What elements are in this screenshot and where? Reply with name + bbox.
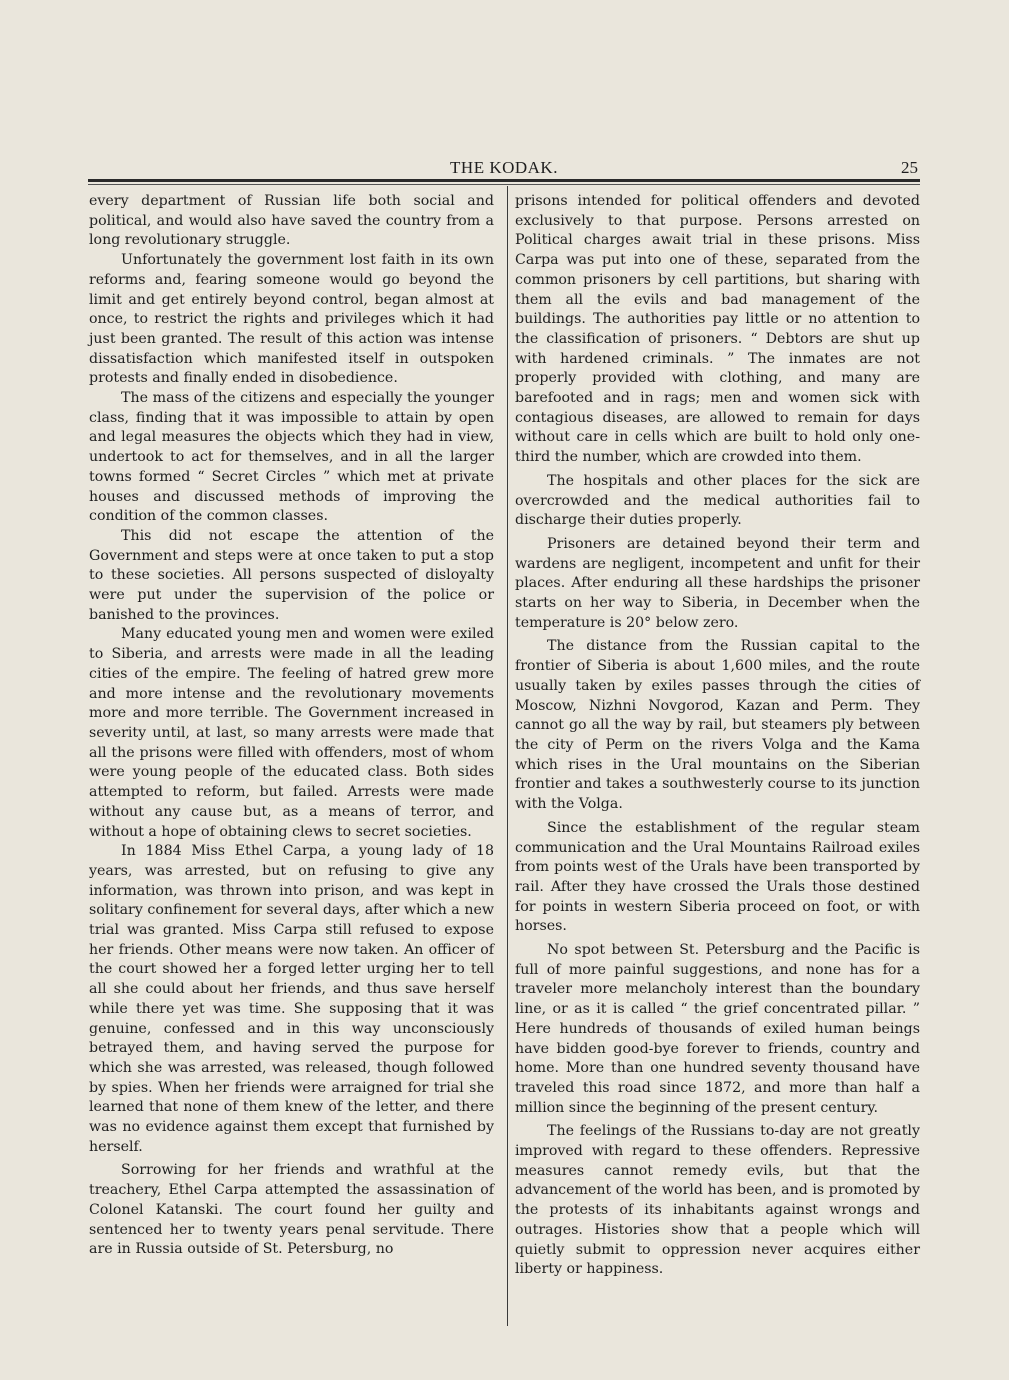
- paragraph: Prisoners are detained beyond their term and wardens are negligent, incompetent and unfit for their places. After enduring all these hardships the prisoner starts on her way to Siberia, in December when the temperature is 20° below zero.: [515, 535, 920, 631]
- paragraph: The hospitals and other places for the sick are overcrowded and the medical authorities fail to discharge their duties properly.: [515, 472, 920, 529]
- paragraph: No spot between St. Petersburg and the Pacific is full of more painful suggestions, and none has for a traveler more melancholy interest than the boundary line, or as it is called “ the grief concentrated pillar. ” Here hundreds of thousands of exiled human beings have bidden good-bye forever to friends, country and home. More than one hundred seventy thousand have traveled this road since 1872, and more than half a million since the beginning of the present century.: [515, 942, 920, 1116]
- paragraph: Unfortunately the government lost faith in its own reforms and, fearing someone would go beyond the limit and get entirely beyond control, began almost at once, to restrict the rights and privileges which it had just been granted. The result of this action was intense dissatisfaction which manifested itself in outspoken protests and finally ended in disobedience.: [89, 252, 494, 387]
- paragraph: Since the establishment of the regular steam communication and the Ural Mountains Railroad exiles from points west of the Urals have been transported by rail. After they have crossed the Urals those destined for points in western Siberia proceed on foot, or with horses.: [515, 819, 920, 935]
- paragraph: every department of Russian life both social and political, and would also have saved the country from a long revolutionary struggle.: [89, 193, 494, 249]
- column-divider: [507, 186, 508, 1326]
- paragraph: This did not escape the attention of the Government and steps were at once taken to put a stop to these societies. All persons suspected of disloyalty were put under the supervision of the police or banished to the provinces.: [89, 527, 494, 623]
- paragraph: Sorrowing for her friends and wrathful at the treachery, Ethel Carpa attempted the assassination of Colonel Katanski. The court found her guilty and sentenced her to twenty years penal servitude. There are in Russia outside of St. Petersburg, no: [89, 1162, 494, 1258]
- left-column: [89, 192, 494, 1260]
- page-number: 25: [901, 158, 918, 177]
- right-column: [515, 192, 920, 1280]
- header-rule-thick: [88, 179, 920, 182]
- paragraph: The mass of the citizens and especially the younger class, finding that it was impossible to attain by open and legal measures the objects which they had in view, undertook to act for themselves, and in all the larger towns formed “ Secret Circles ” which met at private houses and discussed methods of improving the condition of the common classes.: [89, 390, 494, 525]
- paragraph: Many educated young men and women were exiled to Siberia, and arrests were made in all the leading cities of the empire. The feeling of hatred grew more and more intense and the revolutionary movements more and more terrible. The Government increased in severity until, at last, so many arrests were made that all the prisons were filled with offenders, most of whom were young people of the educated class. Both sides attempted to reform, but failed. Arrests were made without any cause but, as a means of terror, and without a hope of obtaining clews to secret societies.: [89, 626, 494, 840]
- header-rule-thin: [88, 184, 920, 185]
- paragraph: The distance from the Russian capital to the frontier of Siberia is about 1,600 miles, and the route usually taken by exiles passes through the cities of Moscow, Nizhni Novgorod, Kazan and Perm. They cannot go all the way by rail, but steamers ply between the city of Perm on the rivers Volga and the Kama which rises in the Ural mountains on the Siberian frontier and takes a southwesterly course to its junction with the Volga.: [515, 638, 920, 813]
- paragraph: The feelings of the Russians to-day are not greatly improved with regard to these offenders. Repressive measures cannot remedy evils, but that the advancement of the world has been, and is promoted by the protests of its inhabitants against wrongs and outrages. Histories show that a people which will quietly submit to oppression never acquires either liberty or happiness.: [515, 1123, 920, 1278]
- page-header: [88, 158, 920, 178]
- paragraph: prisons intended for political offenders and devoted exclusively to that purpose. Persons arrested on Political charges await trial in these prisons. Miss Carpa was put into one of these, separated from the common prisoners by cell partitions, but sharing with them all the evils and bad management of the buildings. The authorities pay little or no attention to the classification of prisoners. “ Debtors are shut up with hardened criminals. ” The inmates are not properly provided with clothing, and many are barefooted and in rags; men and women sick with contagious diseases, are allowed to remain for days without care in cells which are built to hold only one-third the number, which are crowded into them.: [515, 193, 920, 466]
- paragraph: In 1884 Miss Ethel Carpa, a young lady of 18 years, was arrested, but on refusing to give any information, was thrown into prison, and was kept in solitary confinement for several days, after which a new trial was granted. Miss Carpa still refused to expose her friends. Other means were now taken. An officer of the court showed her a forged letter urging her to tell all she could about her friends, and thus save herself while there yet was time. She supposing that it was genuine, confessed and in this way unconsciously betrayed them, and having served the purpose for which she was arrested, was released, though followed by spies. When her friends were arraigned for trial she learned that none of them knew of the letter, and there was no evidence against them except that furnished by herself.: [89, 843, 494, 1155]
- journal-title: THE KODAK.: [450, 158, 558, 177]
